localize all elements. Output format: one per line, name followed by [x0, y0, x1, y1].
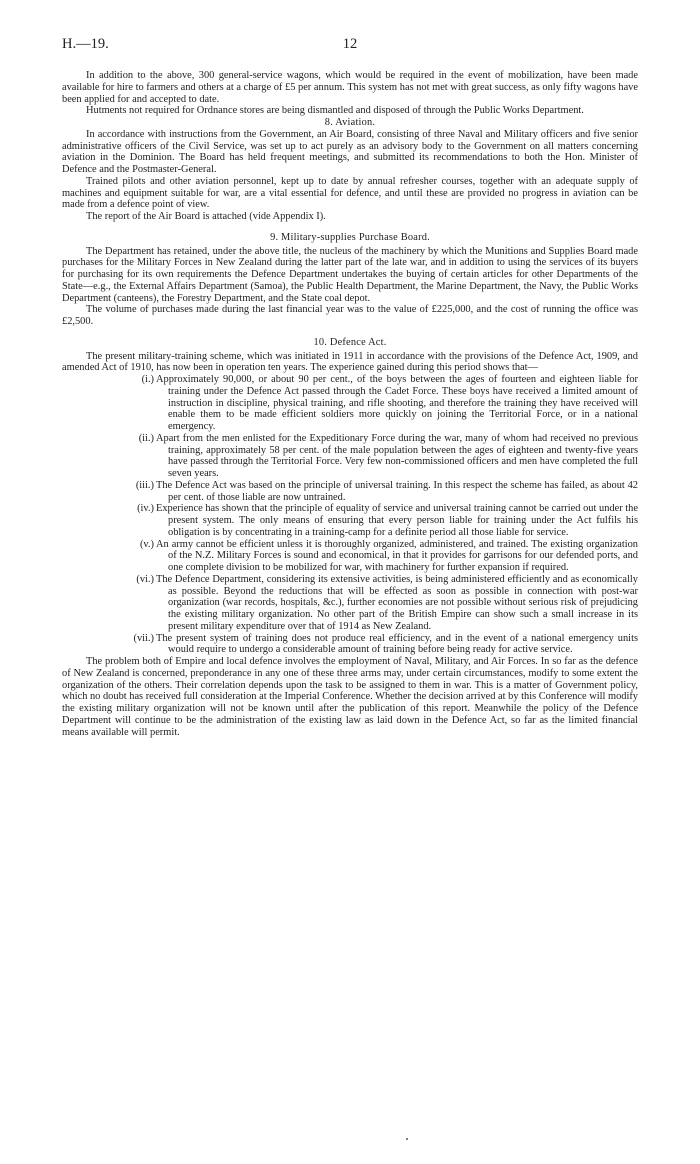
list-item-text: Experience has shown that the principle of equality of service and universal training cannot be carried out under the present system. The only means of ensuring that every person liable for training under the Act fulfils his obligation is by concentrating in a training-camp for a definite period all those liable for service. — [156, 503, 638, 538]
paragraph-air-board-report: The report of the Air Board is attached (vide Appendix I). — [86, 211, 326, 222]
list-item-text: Approximately 90,000, or about 90 per cent., of the boys between the ages of fourteen and eighteen liable for training under the Defence Act passed through the Cadet Force. These boys have received a limited amount of instruction in discipline, physical training, and rifle shooting, and therefore the training they have received will enable them to be made efficient soldiers more quickly on joining the Territorial Force, or in a national emergency. — [156, 374, 638, 432]
list-item — [62, 480, 638, 504]
list-item — [62, 633, 638, 657]
list-item — [62, 374, 638, 433]
paragraph-purchase-board: The Department has retained, under the above title, the nucleus of the machinery by which the Munitions and Supplies Board made purchases for the Military Forces in New Zealand during the latter part of the late war, and in addition to using the services of its buyers for purchasing for its own requirements the Defence Department undertakes the buying of certain articles for other Departments of the State—e.g., the External Affairs Department (Samoa), the Public Health Department, the Marine Department, the Navy, the Public Works Department (canteens), the Forestry Department, and the State coal depot. — [62, 245, 638, 304]
findings-list — [62, 374, 638, 656]
paragraph-wagons: In addition to the above, 300 general-service wagons, which would be required in the event of mobilization, have been made available for hire to farmers and others at a charge of £5 per annum. This system has not met with great success, as only fifty wagons have been applied for and accepted to date. — [62, 70, 638, 105]
list-item-marker: (i.) — [141, 374, 154, 385]
section-heading-aviation: 8. Aviation. — [324, 117, 376, 128]
list-item-text: The present system of training does not produce real efficiency, and in the event of a national emergency units would require to undergo a considerable amount of training before being ready for active service. — [156, 632, 638, 656]
list-item — [62, 433, 638, 480]
list-item-text: Apart from the men enlisted for the Expeditionary Force during the war, many of whom had received no previous training, approximately 58 per cent. of the male population between the ages of eighteen and twenty-five years have passed through the Territorial Force. Very few non-commissioned officers and men have completed the full seven years. — [156, 432, 638, 479]
list-item-marker: (ii.) — [138, 432, 154, 444]
section-heading-purchase-board: 9. Military-supplies Purchase Board. — [270, 231, 430, 243]
list-item-marker: (v.) — [139, 538, 154, 550]
paragraph-hutments: Hutments not required for Ordnance stores are being dismantled and disposed of through the Public Works Department. — [86, 105, 584, 117]
list-item-marker: (iii.) — [135, 479, 154, 491]
page-number: 12 — [342, 36, 358, 52]
paragraph-aviation-personnel: Trained pilots and other aviation personnel, kept up to date by annual refresher courses, together with an adequate supply of machines and equipment suitable for war, are a vital essential for defence, and until these are provided no progress in aviation can be made from a defence point of view. — [62, 175, 638, 211]
stray-dot-mark — [406, 1138, 408, 1140]
section-heading-defence-act: 10. Defence Act. — [313, 336, 387, 348]
list-item-text: The Defence Department, considering its extensive activities, is being administered efficiently and as economically as possible. Beyond the reductions that will be effected as soon as possible in connection with post-war organization (war records, hospitals, &c.), further economies are not possible without serious risk of prejudicing the existing military organization. No other part of the British Empire can show such a small increase in its present military expenditure over that of 1914 as New Zealand. — [156, 573, 638, 632]
list-item — [62, 574, 638, 633]
list-item — [62, 539, 638, 574]
paragraph-air-board: In accordance with instructions from the Government, an Air Board, consisting of three Naval and Military officers and five senior administrative officers of the Civil Service, was set up to act purely as an advisory body to the Government on all matters concerning aviation in the Dominion. The Board has held frequent meetings, and submitted its recommendations to both the Hon. Minister of Defence and the Postmaster-General. — [62, 128, 638, 175]
paragraph-closing: The problem both of Empire and local defence involves the employment of Naval, Military, and Air Forces. In so far as the defence of New Zealand is concerned, preponderance in any one of these three arms may, under certain circumstances, modify to some extent the organization of the others. Their correlation depends upon the task to be assigned to them in war. This is a matter of Government policy, which no doubt has received full consideration at the Imperial Conference. Whether the decision arrived at by this Conference will modify the existing military organization will not be known until after the publication of this report. Meanwhile the policy of the Defence Department will continue to be the administration of the existing law as laid down in the Defence Act, so far as the limited financial means available will permit. — [62, 656, 639, 738]
list-item-text: An army cannot be efficient unless it is thoroughly organized, administered, and trained. The existing organization of the N.Z. Military Forces is sound and economical, in that it provides for garrisons for our defended ports, and one complete division to be mobilized for war, with machinery for further expansion if required. — [156, 538, 638, 573]
parliamentary-paper-reference: H.—19. — [62, 36, 109, 52]
list-item-marker: (vi.) — [136, 573, 154, 585]
paragraph-purchase-volume: The volume of purchases made during the last financial year was to the value of £225,000, and the cost of running the office was £2,500. — [62, 304, 638, 327]
document-body — [62, 70, 638, 738]
list-item-marker: (iv.) — [137, 503, 154, 515]
page-header — [62, 36, 638, 56]
list-item-text: The Defence Act was based on the principle of universal training. In this respect the scheme has failed, as about 42 per cent. of those liable are now untrained. — [156, 479, 638, 503]
list-item-marker: (vii.) — [133, 632, 154, 644]
list-item — [62, 503, 638, 538]
paragraph-defence-act-intro: The present military-training scheme, which was initiated in 1911 in accordance with the provisions of the Defence Act, 1909, and amended Act of 1910, has now been in operation ten years. The experience gained during this period shows that— — [62, 350, 638, 374]
